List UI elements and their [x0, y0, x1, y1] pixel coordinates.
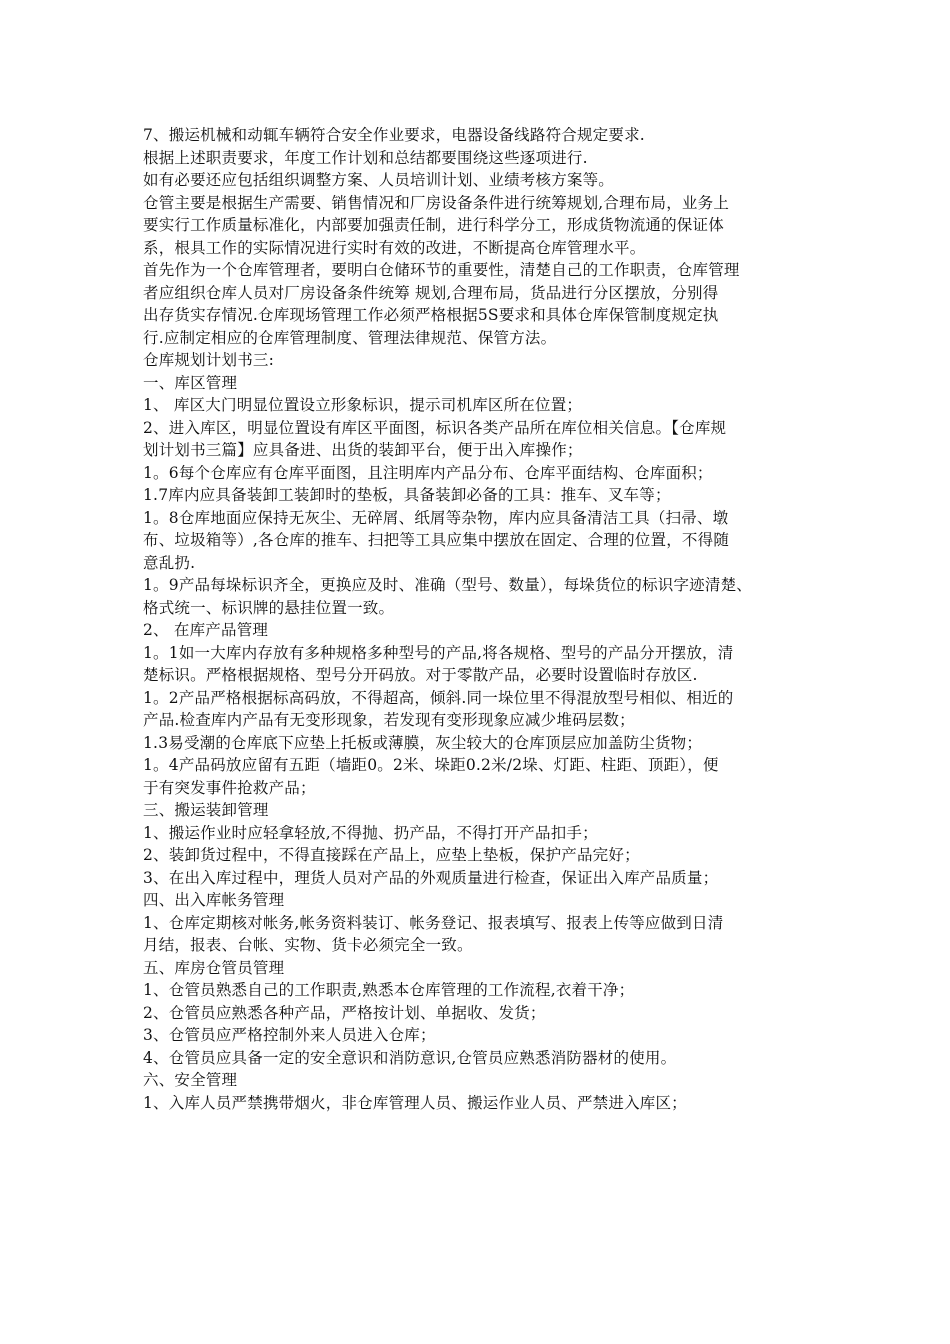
text-line: 首先作为一个仓库管理者，要明白仓储环节的重要性，清楚自己的工作职责，仓库管理: [143, 261, 740, 279]
document-body: [143, 124, 823, 1114]
text-line: 根据上述职责要求，年度工作计划和总结都要围绕这些逐项进行.: [143, 148, 588, 167]
text-line: 4、仓管员应具备一定的安全意识和消防意识,仓管员应熟悉消防器材的使用。: [143, 1048, 677, 1067]
text-line: 布、垃圾箱等）,各仓库的推车、扫把等工具应集中摆放在固定、合理的位置，不得随: [143, 531, 730, 549]
text-line: 产品.检查库内产品有无变形现象，若发现有变形现象应减少堆码层数；: [143, 711, 635, 729]
text-line: 1、搬运作业时应轻拿轻放,不得抛、扔产品，不得打开产品扣手；: [143, 823, 598, 842]
text-line: 一、库区管理: [143, 373, 238, 392]
text-line: 2、 在库产品管理: [143, 621, 269, 639]
text-line: 五、库房仓管员管理: [143, 958, 285, 977]
text-line: 系，根具工作的实际情况进行实时有效的改进，不断提高仓库管理水平。: [143, 238, 646, 257]
text-line: 3、仓管员应严格控制外来人员进入仓库；: [143, 1026, 436, 1044]
text-line: 格式统一、标识牌的悬挂位置一致。: [143, 598, 395, 617]
text-line: 月结，报表、台帐、实物、货卡必须完全一致。: [143, 936, 473, 954]
text-line: 1.3易受潮的仓库底下应垫上托板或薄膜，灰尘较大的仓库顶层应加盖防尘货物；: [143, 733, 703, 752]
text-line: 者应组织仓库人员对厂房设备条件统筹 规划,合理布局，货品进行分区摆放，分别得: [143, 283, 719, 302]
text-line: 3、在出入库过程中，理货人员对产品的外观质量进行检查，保证出入库产品质量；: [143, 868, 719, 887]
text-line: 1、仓库定期核对帐务,帐务资料装订、帐务登记、报表填写、报表上传等应做到日清: [143, 913, 724, 932]
text-line: 1.7库内应具备装卸工装卸时的垫板，具备装卸必备的工具：推车、叉车等；: [143, 486, 671, 504]
text-line: 2、进入库区，明显位置设有库区平面图，标识各类产品所在库位相关信息。【仓库规: [143, 418, 727, 437]
text-line: 行.应制定相应的仓库管理制度、管理法律规范、保管方法。: [143, 328, 557, 347]
text-line: 1。8仓库地面应保持无灰尘、无碎屑、纸屑等杂物，库内应具备清洁工具（扫帚、墩: [143, 508, 729, 527]
text-line: 于有突发事件抢救产品；: [143, 778, 316, 797]
text-line: 2、仓管员应熟悉各种产品，严格按计划、单据收、发货；: [143, 1003, 546, 1022]
text-line: 1、 库区大门明显位置设立形象标识，提示司机库区所在位置；: [143, 396, 583, 414]
text-line: 四、出入库帐务管理: [143, 891, 285, 909]
text-line: 1、仓管员熟悉自己的工作职责,熟悉本仓库管理的工作流程,衣着干净；: [143, 981, 635, 999]
text-line: 1。6每个仓库应有仓库平面图，且注明库内产品分布、仓库平面结构、仓库面积；: [143, 463, 713, 482]
text-line: 楚标识。严格根据规格、型号分开码放。对于零散产品，必要时设置临时存放区.: [143, 666, 698, 684]
text-line: 要实行工作质量标准化，内部要加强责任制，进行科学分工，形成货物流通的保证体: [143, 216, 724, 234]
text-line: 7、搬运机械和动辄车辆符合安全作业要求，电器设备线路符合规定要求.: [143, 126, 645, 144]
text-line: 划计划书三篇】应具备进、出货的装卸平台，便于出入库操作；: [143, 441, 583, 459]
text-line: 2、装卸货过程中，不得直接踩在产品上，应垫上垫板，保护产品完好；: [143, 846, 640, 864]
text-line: 意乱扔.: [143, 553, 196, 572]
text-line: 1。9产品每垛标识齐全，更换应及时、准确（型号、数量），每垛货位的标识字迹清楚、: [143, 576, 752, 594]
text-line: 1、入库人员严禁携带烟火，非仓库管理人员、搬运作业人员、严禁进入库区；: [143, 1093, 687, 1112]
text-line: 仓库规划计划书三:: [143, 351, 275, 369]
text-line: 三、搬运装卸管理: [143, 801, 269, 819]
text-line: 出存货实存情况.仓库现场管理工作必须严格根据5S要求和具体仓库保管制度规定执: [143, 306, 719, 324]
text-line: 六、安全管理: [143, 1071, 238, 1089]
text-line: 1。2产品严格根据标高码放，不得超高，倾斜.同一垛位里不得混放型号相似、相近的: [143, 688, 734, 707]
text-line: 仓管主要是根据生产需要、销售情况和厂房设备条件进行统筹规划,合理布局，业务上: [143, 193, 730, 212]
text-line: 如有必要还应包括组织调整方案、人员培训计划、业绩考核方案等。: [143, 171, 615, 189]
text-line: 1。1如一大库内存放有多种规格多种型号的产品,将各规格、型号的产品分开摆放，清: [143, 643, 734, 662]
text-line: 1。4产品码放应留有五距（墙距0。2米、垛距0.2米/2垛、灯距、柱距、顶距），便: [143, 756, 719, 774]
